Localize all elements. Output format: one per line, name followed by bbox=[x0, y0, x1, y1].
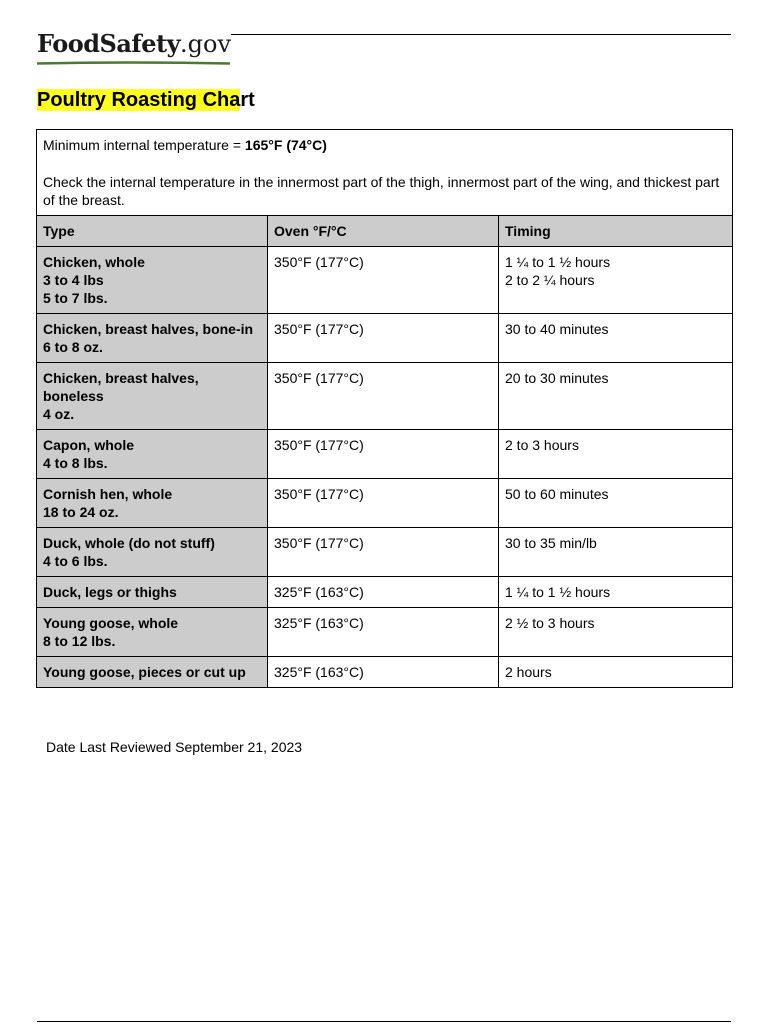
poultry-type-cell bbox=[37, 577, 268, 608]
timing-cell-line: 1 ¼ to 1 ½ hours bbox=[505, 254, 611, 270]
date-last-reviewed: Date Last Reviewed September 21, 2023 bbox=[46, 739, 303, 755]
timing-cell-line: 2 to 2 ¼ hours bbox=[505, 272, 595, 288]
footer-rule bbox=[37, 1021, 731, 1022]
timing-cell bbox=[499, 608, 733, 657]
table-row bbox=[37, 314, 733, 363]
poultry-type-cell-line: Capon, whole bbox=[43, 437, 134, 453]
timing-cell-line: 1 ¼ to 1 ½ hours bbox=[505, 584, 611, 600]
poultry-type-cell-line: Chicken, breast halves, bone-in bbox=[43, 321, 254, 337]
poultry-type-cell-line: Chicken, breast halves, boneless bbox=[43, 370, 199, 404]
poultry-type-cell-line: 6 to 8 oz. bbox=[43, 339, 103, 355]
poultry-type-cell-line: Duck, whole (do not stuff) bbox=[43, 535, 215, 551]
table-row bbox=[37, 577, 733, 608]
oven-temp-cell: 325°F (163°C) bbox=[268, 657, 499, 688]
oven-temp-cell: 350°F (177°C) bbox=[268, 314, 499, 363]
intro-row bbox=[37, 130, 733, 216]
table-row bbox=[37, 479, 733, 528]
poultry-type-cell-line: 5 to 7 lbs. bbox=[43, 290, 108, 306]
oven-temp-cell: 325°F (163°C) bbox=[268, 577, 499, 608]
title-rest: rt bbox=[240, 89, 255, 111]
logo-underline-swoosh bbox=[37, 61, 230, 65]
column-header-type: Type bbox=[37, 216, 268, 247]
timing-cell-line: 50 to 60 minutes bbox=[505, 486, 609, 502]
header-row bbox=[37, 216, 733, 247]
timing-cell-line: 20 to 30 minutes bbox=[505, 370, 609, 386]
timing-cell-line: 30 to 35 min/lb bbox=[505, 535, 597, 551]
timing-cell bbox=[499, 528, 733, 577]
timing-cell-line: 2 hours bbox=[505, 664, 552, 680]
timing-cell-line: 2 ½ to 3 hours bbox=[505, 615, 595, 631]
poultry-type-cell-line: Young goose, whole bbox=[43, 615, 179, 631]
table-row bbox=[37, 608, 733, 657]
page-title bbox=[37, 88, 255, 112]
timing-cell bbox=[499, 577, 733, 608]
min-temp-label: Minimum internal temperature = bbox=[43, 137, 245, 153]
poultry-type-cell-line: 4 to 8 lbs. bbox=[43, 455, 108, 471]
timing-cell bbox=[499, 247, 733, 314]
oven-temp-cell: 325°F (163°C) bbox=[268, 608, 499, 657]
poultry-type-cell-line: 4 oz. bbox=[43, 406, 75, 422]
timing-cell bbox=[499, 479, 733, 528]
poultry-type-cell bbox=[37, 247, 268, 314]
poultry-type-cell-line: Duck, legs or thighs bbox=[43, 584, 177, 600]
table-row bbox=[37, 247, 733, 314]
foodsafety-logo[interactable] bbox=[37, 29, 232, 58]
timing-cell bbox=[499, 363, 733, 430]
timing-cell bbox=[499, 430, 733, 479]
column-header-timing: Timing bbox=[499, 216, 733, 247]
oven-temp-cell: 350°F (177°C) bbox=[268, 528, 499, 577]
min-temp-line bbox=[43, 136, 726, 154]
timing-cell-line: 2 to 3 hours bbox=[505, 437, 579, 453]
poultry-type-cell-line: 4 to 6 lbs. bbox=[43, 553, 108, 569]
roasting-chart-table bbox=[36, 129, 733, 688]
poultry-type-cell-line: Chicken, whole bbox=[43, 254, 145, 270]
table-row bbox=[37, 657, 733, 688]
poultry-type-cell-line: 3 to 4 lbs bbox=[43, 272, 104, 288]
poultry-type-cell bbox=[37, 479, 268, 528]
poultry-type-cell bbox=[37, 528, 268, 577]
timing-cell bbox=[499, 657, 733, 688]
title-highlighted-part: Poultry Roasting Cha bbox=[37, 89, 241, 111]
oven-temp-cell: 350°F (177°C) bbox=[268, 363, 499, 430]
poultry-type-cell bbox=[37, 430, 268, 479]
table-row bbox=[37, 528, 733, 577]
poultry-type-cell-line: Young goose, pieces or cut up bbox=[43, 664, 246, 680]
min-temp-value: 165°F (74°C) bbox=[244, 137, 327, 153]
oven-temp-cell: 350°F (177°C) bbox=[268, 479, 499, 528]
table-row bbox=[37, 430, 733, 479]
check-instructions: Check the internal temperature in the innermost part of the thigh, innermost part of the wing, and thickest part of the breast. bbox=[43, 174, 720, 208]
logo-wordmark: FoodSafety bbox=[37, 29, 181, 58]
poultry-type-cell bbox=[37, 314, 268, 363]
logo-tld: .gov bbox=[180, 30, 232, 58]
oven-temp-cell: 350°F (177°C) bbox=[268, 247, 499, 314]
poultry-type-cell bbox=[37, 657, 268, 688]
poultry-type-cell bbox=[37, 363, 268, 430]
table-row bbox=[37, 363, 733, 430]
poultry-type-cell bbox=[37, 608, 268, 657]
timing-cell bbox=[499, 314, 733, 363]
intro-cell bbox=[37, 130, 733, 216]
poultry-type-cell-line: 18 to 24 oz. bbox=[43, 504, 119, 520]
oven-temp-cell: 350°F (177°C) bbox=[268, 430, 499, 479]
poultry-type-cell-line: 8 to 12 lbs. bbox=[43, 633, 116, 649]
timing-cell-line: 30 to 40 minutes bbox=[505, 321, 609, 337]
header-rule bbox=[231, 34, 731, 35]
poultry-type-cell-line: Cornish hen, whole bbox=[43, 486, 173, 502]
column-header-oven: Oven °F/°C bbox=[268, 216, 499, 247]
